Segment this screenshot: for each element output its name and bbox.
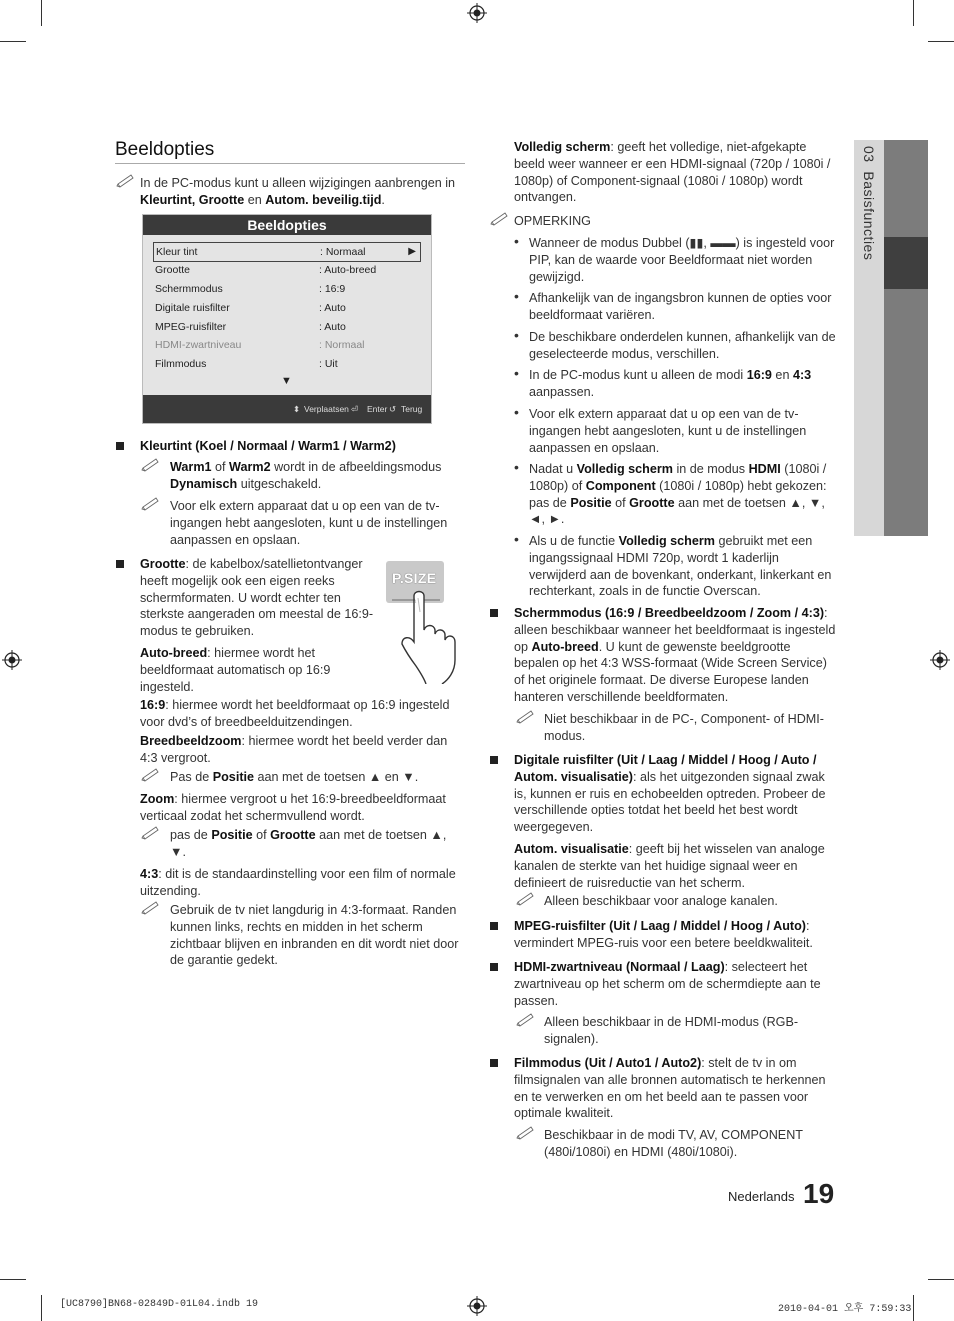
registration-mark-icon [467, 3, 487, 23]
list-dot: • [514, 459, 519, 475]
menu-row-label: Schermmodus [155, 283, 223, 295]
print-slug-left: [UC8790]BN68-02849D-01L04.indb 19 [60, 1299, 259, 1310]
note-pencil-icon [490, 212, 508, 226]
registration-mark-icon [467, 1296, 487, 1316]
menu-row-value: : Normaal [319, 339, 365, 351]
menu-row-value: : Auto-breed [319, 264, 377, 276]
registration-mark-icon [2, 650, 22, 670]
zoom-note: pas de Positie of Grootte aan met de toetsen ▲, ▼. [170, 828, 447, 859]
note-pencil-icon [141, 768, 159, 782]
note-pencil-icon [516, 892, 534, 906]
autom-visualisatie-text: Autom. visualisatie: geeft bij het wisselen van analoge kanalen de sterkte van het huidige signaal weer en definieert de ruisreductie van het scherm. [514, 842, 825, 890]
opmerking-note-7: Als u de functie Volledig scherm gebruikt met een ingangssignaal HDMI 720p, wordt 1 kaderlijn verwijderd aan de bovenkant, onderkant, linkerkant en rechterkant, zoals in de functie Overscan. [529, 534, 832, 599]
chapter-tab-active [884, 237, 928, 289]
note-pencil-icon [141, 826, 159, 840]
digitale-ruisfilter-text: Digitale ruisfilter (Uit / Laag / Middel / Hoog / Auto / Autom. visualisatie): als het uitgezonden signaal zwak is, kunnen er ruis en echobeelden optreden. Probeer de verschillende opties totdat het beeld het best wordt weergegeven. [514, 753, 826, 835]
note-pencil-icon [116, 174, 134, 188]
menu-row-value: : Normaal [320, 246, 366, 258]
w43-note: Gebruik de tv niet langdurig in 4:3-formaat. Randen kunnen links, rechts en midden in het scherm zichtbaar blijven en inbranden en dit wordt niet door de garantie gedekt. [170, 903, 459, 968]
hand-pressing-icon [388, 588, 468, 684]
arrow-right-icon: ▶ [408, 246, 416, 257]
breedbeeldzoom-text: Breedbeeldzoom: hiermee wordt het beeld verder dan 4:3 vergroot. [140, 734, 448, 765]
schermmodus-text: Schermmodus (16:9 / Breedbeeldzoom / Zoom / 4:3): alleen beschikbaar wanneer het beeldformaat is ingesteld op Auto-breed. U kunt de gewenste beeldgrootte bepalen op het 4:3 WSS-formaat (Wide Screen Service) of het originele formaat. De diverse Europese landen hanteren verschillende beeldformaten. [514, 606, 836, 704]
return-icon: ↺ [389, 404, 397, 414]
note-pencil-icon [141, 458, 159, 472]
menu-row-label: Kleur tint [156, 246, 198, 258]
opmerking-heading: OPMERKING [514, 214, 591, 228]
kleurtint-heading: Kleurtint (Koel / Normaal / Warm1 / Warm2) [140, 439, 396, 453]
hdmi-zwartniveau-note: Alleen beschikbaar in de HDMI-modus (RGB-signalen). [544, 1015, 799, 1046]
menu-row-hdmi-zwartniveau [155, 336, 421, 354]
section-title: Beeldopties [115, 139, 215, 160]
menu-row-label: Grootte [155, 264, 191, 276]
menu-row-kleur-tint[interactable] [153, 242, 421, 262]
scroll-down-icon[interactable]: ▼ [281, 375, 292, 387]
bullet-icon [490, 963, 498, 971]
crop-mark [0, 1279, 26, 1280]
grootte-text: Grootte: de kabelbox/satellietontvanger heeft mogelijk ook een eigen reeks schermformaten. U wordt echter ten sterkste aangeraden om meestal de 16:9-modus te gebruiken. [140, 557, 374, 639]
menu-row-grootte[interactable] [155, 261, 421, 279]
opmerking-note-6: Nadat u Volledig scherm in de modus HDMI (1080i / 1080p) of Component (1080i / 1080p) hebt gekozen: pas de Positie of Grootte aan met de toetsen ▲, ▼, ◄, ►. [529, 462, 827, 527]
list-dot: • [514, 404, 519, 420]
enter-icon: ⏎ [351, 404, 359, 414]
note-pencil-icon [516, 1013, 534, 1027]
move-icon: ⬍ [293, 404, 301, 414]
crop-mark [928, 1279, 954, 1280]
note-pencil-icon [141, 901, 159, 915]
menu-title: Beeldopties [143, 215, 431, 235]
print-slug-right: 2010-04-01 오후 7:59:33 [778, 1304, 912, 1315]
schermmodus-note: Niet beschikbaar in de PC-, Component- of HDMI-modus. [544, 712, 824, 743]
opmerking-note-2: Afhankelijk van de ingangsbron kunnen de opties voor beeldformaat variëren. [529, 291, 832, 322]
autobreed-text: Auto-breed: hiermee wordt het beeldformaat automatisch op 16:9 ingesteld. [140, 646, 331, 694]
opmerking-note-1: Wanneer de modus Dubbel (▮▮, ▬▬) is ingesteld voor PIP, kan de waarde voor Beeldformaat niet worden gewijzigd. [529, 236, 835, 284]
menu-row-mpeg-ruisfilter[interactable] [155, 318, 421, 336]
autom-visualisatie-note: Alleen beschikbaar voor analoge kanalen. [544, 894, 778, 908]
list-dot: • [514, 233, 519, 249]
menu-row-label: HDMI-zwartniveau [155, 339, 242, 351]
crop-mark [913, 1295, 914, 1321]
footer-language: Nederlands [728, 1189, 795, 1204]
chapter-tab-block [884, 140, 928, 237]
menu-row-label: MPEG-ruisfilter [155, 321, 227, 333]
picture-options-menu [142, 214, 432, 424]
registration-mark-icon [930, 650, 950, 670]
menu-row-value: : Auto [319, 321, 346, 333]
menu-row-label: Digitale ruisfilter [155, 302, 230, 314]
volledig-scherm-text: Volledig scherm: geeft het volledige, niet-afgekapte beeld weer wanneer er een HDMI-signaal (720p / 1080i / 1080p) of Component-signaal (1080i / 1080p) wordt ontvangen. [514, 140, 831, 205]
mpeg-ruisfilter-text: MPEG-ruisfilter (Uit / Laag / Middel / Hoog / Auto): vermindert MPEG-ruis voor een betere beeldkwaliteit. [514, 919, 813, 950]
list-dot: • [514, 531, 519, 547]
list-dot: • [514, 327, 519, 343]
menu-row-digitale-ruisfilter[interactable] [155, 299, 421, 317]
bullet-icon [116, 442, 124, 450]
crop-mark [41, 1295, 42, 1321]
crop-mark [928, 41, 954, 42]
menu-row-filmmodus[interactable] [155, 355, 421, 373]
menu-row-value: : Auto [319, 302, 346, 314]
list-dot: • [514, 365, 519, 381]
chapter-tab-block [884, 289, 928, 536]
note-pencil-icon [516, 710, 534, 724]
menu-row-label: Filmmodus [155, 358, 207, 370]
w169-text: 16:9: hiermee wordt het beeldformaat op 16:9 ingesteld voor dvd’s of breedbeelduitzendingen. [140, 698, 450, 729]
crop-mark [913, 0, 914, 26]
kleurtint-note-1: Warm1 of Warm2 wordt in de afbeeldingsmodus Dynamisch uitgeschakeld. [170, 460, 442, 491]
intro-note: In de PC-modus kunt u alleen wijzigingen aanbrengen in Kleurtint, Grootte en Autom. beveilig.tijd. [140, 176, 456, 207]
bullet-icon [490, 922, 498, 930]
w43-text: 4:3: dit is de standaardinstelling voor een film of normale uitzending. [140, 867, 456, 898]
breedbeeldzoom-note: Pas de Positie aan met de toetsen ▲ en ▼. [170, 770, 419, 784]
menu-row-value: : Uit [319, 358, 338, 370]
filmmodus-text: Filmmodus (Uit / Auto1 / Auto2): stelt de tv in om filmsignalen van alle bronnen automatisch te herkennen en te verwerken en om het beeld aan te passen voor optimale kwaliteit. [514, 1056, 826, 1121]
menu-row-schermmodus[interactable] [155, 280, 421, 298]
menu-footer [143, 395, 431, 423]
list-dot: • [514, 288, 519, 304]
opmerking-note-4: In de PC-modus kunt u alleen de modi 16:9 en 4:3 aanpassen. [529, 368, 812, 399]
crop-mark [0, 41, 26, 42]
page-number: 19 [803, 1178, 835, 1209]
psize-label: P.SIZE [392, 570, 437, 586]
chapter-label: 03 Basisfuncties [861, 146, 877, 261]
title-divider [115, 163, 465, 164]
note-pencil-icon [141, 497, 159, 511]
opmerking-note-3: De beschikbare onderdelen kunnen, afhankelijk van de geselecteerde modus, verschillen. [529, 330, 836, 361]
opmerking-note-5: Voor elk extern apparaat dat u op een van de tv-ingangen hebt aangesloten, kunt u de instellingen aanpassen en opslaan. [529, 407, 807, 455]
bullet-icon [490, 756, 498, 764]
kleurtint-note-2: Voor elk extern apparaat dat u op een van de tv-ingangen hebt aangesloten, kunt u de instellingen aanpassen en opslaan. [170, 499, 448, 547]
zoom-text: Zoom: hiermee vergroot u het 16:9-breedbeeldformaat verticaal zodat het schermvullend wordt. [140, 792, 446, 823]
menu-row-value: : 16:9 [319, 283, 346, 295]
crop-mark [41, 0, 42, 26]
footer-move-label: Verplaatsen [304, 404, 349, 414]
bullet-icon [490, 609, 498, 617]
note-pencil-icon [516, 1126, 534, 1140]
footer-enter-label: Enter [367, 404, 388, 414]
bullet-icon [116, 560, 124, 568]
hdmi-zwartniveau-text: HDMI-zwartniveau (Normaal / Laag): selecteert het zwartniveau op het scherm om de schermdiepte aan te passen. [514, 960, 821, 1008]
footer-back-label: Terug [401, 404, 423, 414]
bullet-icon [490, 1059, 498, 1067]
filmmodus-note: Beschikbaar in de modi TV, AV, COMPONENT (480i/1080i) en HDMI (480i/1080i). [544, 1128, 803, 1159]
